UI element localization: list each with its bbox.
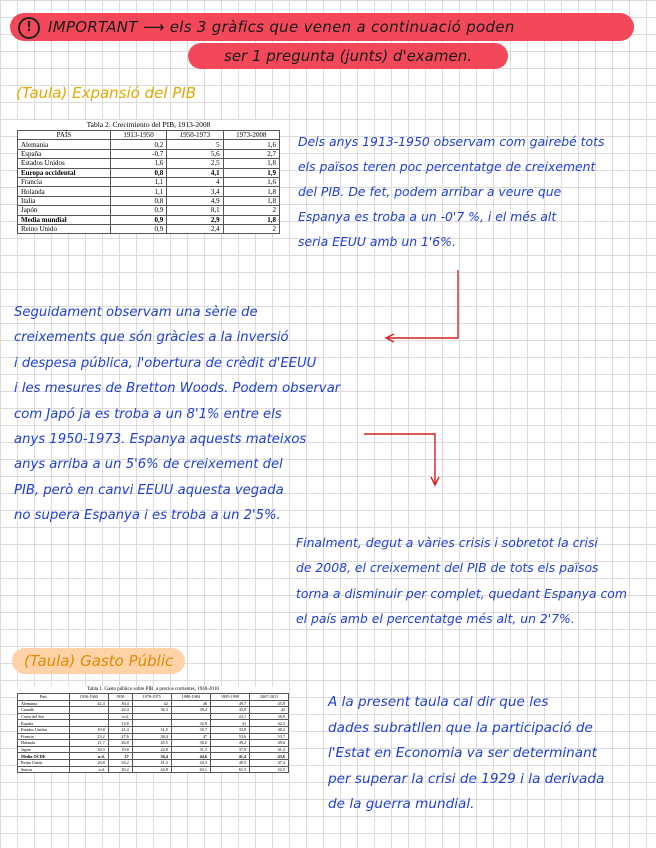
value-cell: 23,2	[69, 733, 108, 740]
text-line: del PIB. De fet, podem arribar a veure que	[298, 184, 562, 199]
text-line: com Japó ja es troba a un 8'1% entre els	[14, 406, 282, 422]
value-cell: 4	[167, 177, 223, 186]
text-line: per superar la crisi de 1929 i la derivada	[328, 770, 605, 787]
country-cell: Europa occidental	[18, 168, 111, 177]
arrow-to-para2	[386, 270, 458, 342]
value-cell	[171, 713, 210, 720]
value-cell: 1,1	[110, 177, 166, 186]
value-cell: 42	[250, 707, 289, 714]
text-line: torna a disminuir per complet, quedant Espanya com	[296, 585, 627, 601]
value-cell: 21,4	[108, 726, 132, 733]
value-cell: 36,3	[132, 707, 171, 714]
exclamation-icon: !	[18, 17, 40, 39]
value-cell: 40,2	[250, 726, 289, 733]
value-cell: 49,2	[210, 740, 249, 747]
value-cell: 49,6	[250, 740, 289, 747]
value-cell: 41,4	[210, 753, 249, 760]
table1-header: 1950-1973	[167, 131, 223, 140]
country-cell: Italia	[18, 196, 111, 205]
value-cell: 33,8	[210, 726, 249, 733]
value-cell: 2,9	[167, 215, 223, 224]
value-cell: 19,8	[108, 746, 132, 753]
table-row	[18, 733, 289, 740]
country-cell: Holanda	[18, 740, 70, 747]
country-cell: Canadá	[18, 707, 70, 714]
value-cell: 53,6	[210, 733, 249, 740]
table1-caption: Tabla 2. Crecimiento del PIB, 1913-2008	[86, 120, 211, 129]
text-line: el país amb el percentatge més alt, un 2'7%.	[296, 610, 575, 626]
value-cell: 4,9	[167, 196, 223, 205]
value-cell: 1,8	[223, 159, 279, 168]
value-cell: n.d.	[69, 753, 108, 760]
value-cell: 42,8	[132, 766, 171, 773]
value-cell: 26,8	[69, 759, 108, 766]
value-cell: 45,8	[250, 700, 289, 707]
text-line: de la guerra mundial.	[328, 796, 475, 812]
text-line: Seguidament observam una sèrie de	[14, 305, 258, 320]
value-cell	[69, 713, 108, 720]
country-cell: Suecia	[18, 766, 70, 773]
value-cell: 30,2	[108, 766, 132, 773]
text-line: Espanya es troba a un -0'7 %, i el més alt	[298, 209, 557, 224]
value-cell: 35,7	[171, 726, 210, 733]
value-cell	[132, 720, 171, 727]
value-cell: 53,7	[250, 733, 289, 740]
value-cell: 30,4	[108, 700, 132, 707]
text-line: anys 1950-1973. Espanya aquests mateixos	[14, 432, 307, 448]
text-line: anys arriba a un 5'6% de creixement del	[14, 457, 283, 473]
country-cell: Japón	[18, 206, 111, 215]
text-line: A la present taula cal dir que les	[328, 694, 549, 710]
country-cell: Francia	[18, 177, 111, 186]
value-cell: 40,5	[210, 759, 249, 766]
value-cell: 31,3	[171, 746, 210, 753]
value-cell: 0,9	[110, 215, 166, 224]
country-cell: Estados Unidos	[18, 159, 111, 168]
country-cell: Holanda	[18, 187, 111, 196]
country-cell: Francia	[18, 733, 70, 740]
text-line: Finalment, degut a vàries crisis i sobretot la crisi	[296, 535, 598, 550]
value-cell: 1,6	[110, 159, 166, 168]
value-cell: 4,1	[167, 168, 223, 177]
text-line: i despesa pública, l'obertura de crèdit d'EEUU	[14, 355, 317, 371]
banner-line1: IMPORTANT ⟶ els 3 gràfics que venen a continuació poden	[48, 18, 515, 36]
value-cell: 24,4	[108, 707, 132, 714]
country-cell: España	[18, 720, 70, 727]
value-cell	[69, 720, 108, 727]
value-cell: 0,8	[110, 168, 166, 177]
table1-header: 1913-1950	[110, 131, 166, 140]
value-cell: -0,7	[110, 149, 166, 158]
value-cell: 0,9	[110, 206, 166, 215]
value-cell: 1,1	[110, 187, 166, 196]
country-cell: Reino Unido	[18, 224, 111, 233]
value-cell: 2,5	[167, 159, 223, 168]
value-cell: 5	[167, 140, 223, 149]
value-cell: 61,3	[210, 766, 249, 773]
value-cell: 21,7	[69, 740, 108, 747]
value-cell: 30,9	[250, 713, 289, 720]
table1-header: PAÍS	[18, 131, 111, 140]
table-row	[18, 746, 289, 753]
value-cell: 41,2	[250, 746, 289, 753]
value-cell: 42,4	[69, 700, 108, 707]
value-cell: 27	[108, 753, 132, 760]
country-cell: Corea del Sur	[18, 713, 70, 720]
arrow-to-para3	[364, 434, 439, 485]
table2-header: 2007-2011	[250, 694, 289, 701]
banner-line2: ser 1 pregunta (junts) d'examen.	[224, 47, 472, 65]
table-row	[18, 726, 289, 733]
table2-header: 1950	[108, 694, 132, 701]
value-cell: 41,5	[132, 759, 171, 766]
value-cell: 58,6	[171, 740, 210, 747]
text-line: Dels anys 1913-1950 observam com gairebé tots	[298, 134, 605, 149]
text-line: PIB, però en canvi EEUU aquesta vegada	[14, 482, 284, 498]
value-cell: 44,6	[171, 753, 210, 760]
text-line: l'Estat en Economia va ser determinant	[328, 745, 598, 761]
value-cell: 1,6	[223, 140, 279, 149]
table-row	[18, 700, 289, 707]
table2-header: 1980-1984	[171, 694, 210, 701]
value-cell: 37,9	[210, 746, 249, 753]
value-cell: 42	[132, 700, 171, 707]
value-cell	[132, 713, 171, 720]
country-cell: Alemania	[18, 700, 70, 707]
value-cell: 22,1	[210, 713, 249, 720]
table2	[17, 693, 289, 773]
value-cell: 27,6	[108, 733, 132, 740]
value-cell: 19,8	[69, 726, 108, 733]
value-cell: 44,3	[171, 759, 210, 766]
value-cell: 1,9	[223, 168, 279, 177]
section2-title: (Taula) Gasto Públic	[12, 648, 185, 674]
section1-title: (Taula) Expansió del PIB	[16, 84, 197, 102]
value-cell: 63,1	[171, 766, 210, 773]
value-cell: 1,8	[223, 215, 279, 224]
value-cell: 13,8	[108, 720, 132, 727]
public-spending-table	[17, 686, 289, 773]
paragraph-public-spending	[328, 690, 604, 818]
value-cell: 5,6	[167, 149, 223, 158]
table-row	[18, 713, 289, 720]
value-cell: 0,9	[110, 224, 166, 233]
value-cell: 1,6	[223, 177, 279, 186]
value-cell: 45,5	[132, 740, 171, 747]
table-row	[18, 740, 289, 747]
value-cell: 0,2	[110, 140, 166, 149]
value-cell: 48	[171, 700, 210, 707]
value-cell: 52,5	[250, 766, 289, 773]
country-cell: Estados Unidos	[18, 726, 70, 733]
table-row	[18, 720, 289, 727]
value-cell: 43,6	[250, 753, 289, 760]
value-cell: 1,8	[223, 196, 279, 205]
value-cell: 32,9	[171, 720, 210, 727]
value-cell: 34,2	[108, 759, 132, 766]
value-cell: 47	[171, 733, 210, 740]
country-cell: Reino Unido	[18, 759, 70, 766]
table2-header: País	[18, 694, 70, 701]
value-cell: 41	[210, 720, 249, 727]
country-cell: Alemania	[18, 140, 111, 149]
country-cell: Media mundial	[18, 215, 111, 224]
table2-header: 1970-1975	[132, 694, 171, 701]
text-line: no supera Espanya i es troba a un 2'5%.	[14, 508, 281, 524]
value-cell: 31,5	[132, 726, 171, 733]
table2-caption: Tabla 1. Gasto público sobre PIB, a precios corrientes, 1940-2010	[87, 687, 219, 692]
table-row	[18, 759, 289, 766]
value-cell: 26,8	[108, 740, 132, 747]
text-line: els països teren poc percentatge de creixement	[298, 159, 596, 174]
table-row	[18, 753, 289, 760]
table-row	[18, 707, 289, 714]
table1-header: 1973-2008	[223, 131, 279, 140]
country-cell: Japón	[18, 746, 70, 753]
value-cell: 8,1	[167, 206, 223, 215]
value-cell: 22,8	[132, 746, 171, 753]
value-cell: 0,8	[110, 196, 166, 205]
value-cell: 2	[223, 224, 279, 233]
text-line: de 2008, el creixement del PIB de tots els països	[296, 560, 599, 576]
table-row	[18, 766, 289, 773]
table2-header: 1930-1940	[69, 694, 108, 701]
value-cell: n.d.	[69, 766, 108, 773]
value-cell: 2,7	[223, 149, 279, 158]
text-line: seria EEUU amb un 1'6%.	[298, 234, 456, 249]
value-cell: 49,7	[210, 700, 249, 707]
value-cell: 2	[223, 206, 279, 215]
text-line: creixements que són gràcies a la inversió	[14, 330, 289, 346]
value-cell: 2,4	[167, 224, 223, 233]
value-cell: 36,4	[132, 753, 171, 760]
value-cell: 42,3	[250, 720, 289, 727]
text-line: i les mesures de Bretton Woods. Podem observar	[14, 381, 341, 397]
value-cell: 1,8	[223, 187, 279, 196]
value-cell	[69, 707, 108, 714]
table2-header: 1995-1999	[210, 694, 249, 701]
value-cell: 3,4	[167, 187, 223, 196]
value-cell: 38,4	[132, 733, 171, 740]
value-cell: 47,4	[250, 759, 289, 766]
value-cell: 45,8	[210, 707, 249, 714]
country-cell: España	[18, 149, 111, 158]
value-cell: n.d.	[108, 713, 132, 720]
text-line: dades subratllen que la participació de	[328, 719, 593, 736]
country-cell: Media OCDE	[18, 753, 70, 760]
value-cell: 30,3	[69, 746, 108, 753]
value-cell: 39,4	[171, 707, 210, 714]
